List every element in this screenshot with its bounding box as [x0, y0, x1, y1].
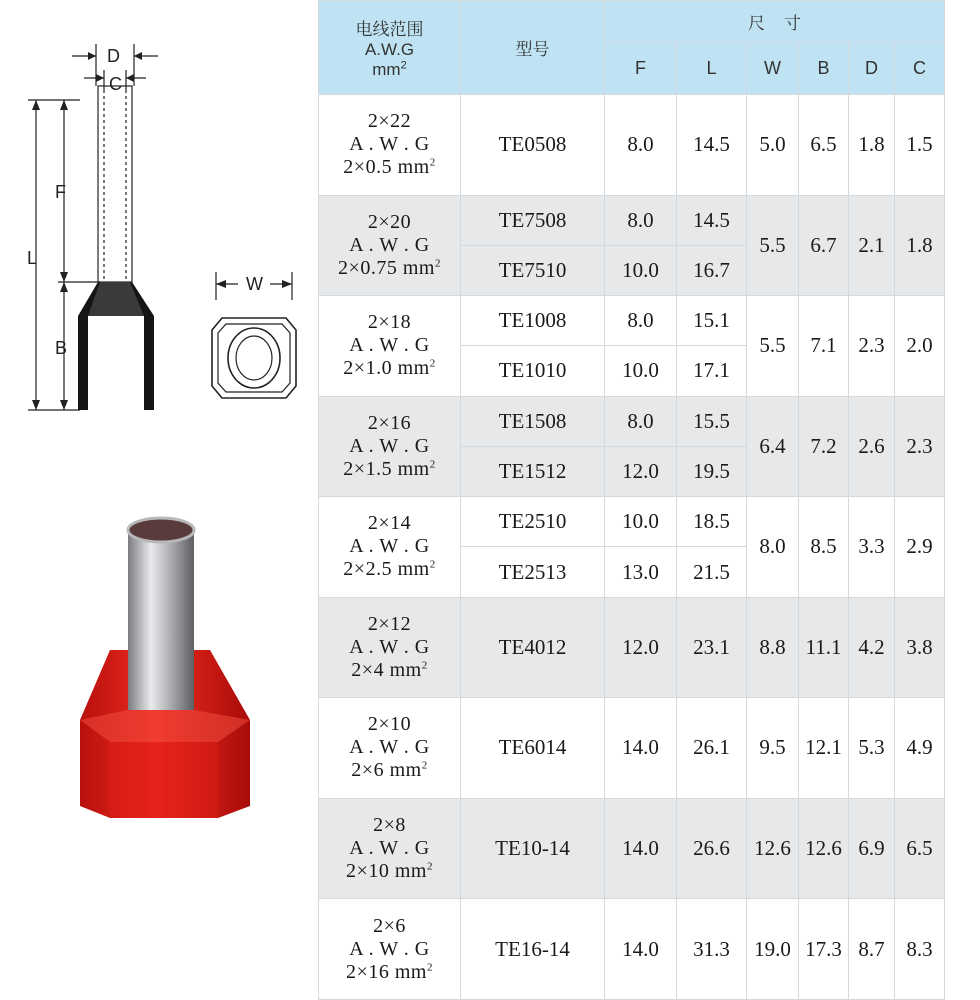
ferrule-spec-table: [318, 0, 945, 1000]
w-cell: 6.4: [747, 396, 799, 497]
awg-size: 2×6: [373, 914, 406, 937]
l-cell: 15.1: [677, 296, 747, 346]
header-dimensions: 尺 寸: [605, 1, 945, 43]
header-wire-range-awg: A.W.G: [364, 40, 415, 59]
w-cell: 5.5: [747, 296, 799, 397]
header-wire-range-cn: 电线范围: [355, 20, 424, 39]
awg-size: 2×22: [367, 110, 412, 133]
l-cell: 14.5: [677, 95, 747, 196]
b-cell: 17.3: [799, 899, 849, 1000]
c-cell: 2.3: [895, 396, 945, 497]
d-cell: 1.8: [849, 95, 895, 196]
table-row: [319, 698, 945, 799]
awg-mm2: 2×1.5 $mm^2$: [343, 457, 436, 480]
f-cell: 12.0: [605, 446, 677, 496]
header-col-f: F: [605, 43, 677, 95]
model-cell: TE4012: [461, 597, 605, 698]
b-cell: 11.1: [799, 597, 849, 698]
f-cell: 13.0: [605, 547, 677, 597]
table-row: [319, 899, 945, 1000]
l-cell: 21.5: [677, 547, 747, 597]
l-cell: 15.5: [677, 396, 747, 446]
table-row: [319, 95, 945, 196]
d-cell: 2.6: [849, 396, 895, 497]
model-cell: TE1010: [461, 346, 605, 396]
f-cell: 10.0: [605, 497, 677, 547]
wire-range-cell: [319, 798, 461, 899]
model-cell: TE7510: [461, 245, 605, 295]
w-cell: 5.5: [747, 195, 799, 296]
l-cell: 14.5: [677, 195, 747, 245]
awg-label: A . W . G: [349, 837, 430, 860]
label-l: L: [27, 248, 38, 268]
f-cell: 10.0: [605, 245, 677, 295]
b-cell: 8.5: [799, 497, 849, 598]
f-cell: 14.0: [605, 899, 677, 1000]
wire-range-cell: [319, 396, 461, 497]
table-row: [319, 798, 945, 899]
awg-size: 2×20: [367, 210, 412, 233]
d-cell: 2.3: [849, 296, 895, 397]
header-wire-range-unit: $mm^2$: [372, 59, 407, 79]
wire-range-cell: [319, 95, 461, 196]
header-wire-range: [319, 1, 461, 95]
f-cell: 10.0: [605, 346, 677, 396]
c-cell: 4.9: [895, 698, 945, 799]
header-col-w: W: [747, 43, 799, 95]
table-row: [319, 497, 945, 547]
awg-label: A . W . G: [349, 233, 430, 256]
spec-table-body: [319, 95, 945, 1000]
l-cell: 31.3: [677, 899, 747, 1000]
awg-size: 2×16: [367, 411, 412, 434]
awg-mm2: 2×1.0 $mm^2$: [343, 357, 436, 380]
d-cell: 2.1: [849, 195, 895, 296]
c-cell: 8.3: [895, 899, 945, 1000]
l-cell: 26.1: [677, 698, 747, 799]
wire-range-cell: [319, 195, 461, 296]
header-col-l: L: [677, 43, 747, 95]
l-cell: 17.1: [677, 346, 747, 396]
awg-label: A . W . G: [349, 133, 430, 156]
c-cell: 1.8: [895, 195, 945, 296]
c-cell: 2.0: [895, 296, 945, 397]
f-cell: 8.0: [605, 396, 677, 446]
w-cell: 19.0: [747, 899, 799, 1000]
model-cell: TE0508: [461, 95, 605, 196]
wire-range-cell: [319, 497, 461, 598]
model-cell: TE16-14: [461, 899, 605, 1000]
awg-label: A . W . G: [349, 434, 430, 457]
wire-range-cell: [319, 597, 461, 698]
awg-size: 2×10: [367, 713, 412, 736]
d-cell: 6.9: [849, 798, 895, 899]
awg-label: A . W . G: [349, 937, 430, 960]
b-cell: 6.7: [799, 195, 849, 296]
l-cell: 18.5: [677, 497, 747, 547]
w-cell: 5.0: [747, 95, 799, 196]
wire-range-cell: [319, 698, 461, 799]
model-cell: TE1008: [461, 296, 605, 346]
wire-range-cell: [319, 899, 461, 1000]
table-row: [319, 195, 945, 245]
model-cell: TE7508: [461, 195, 605, 245]
b-cell: 6.5: [799, 95, 849, 196]
l-cell: 16.7: [677, 245, 747, 295]
l-cell: 23.1: [677, 597, 747, 698]
awg-mm2: 2×4 $mm^2$: [351, 658, 428, 681]
f-cell: 8.0: [605, 195, 677, 245]
model-cell: TE2510: [461, 497, 605, 547]
awg-size: 2×8: [373, 814, 406, 837]
ferrule-dimension-drawing: [0, 0, 310, 1000]
l-cell: 19.5: [677, 446, 747, 496]
model-cell: TE10-14: [461, 798, 605, 899]
awg-label: A . W . G: [349, 736, 430, 759]
header-model: 型号: [461, 1, 605, 95]
label-b: B: [55, 338, 68, 358]
awg-mm2: 2×6 $mm^2$: [351, 759, 428, 782]
d-cell: 3.3: [849, 497, 895, 598]
awg-size: 2×14: [367, 512, 412, 535]
c-cell: 3.8: [895, 597, 945, 698]
w-cell: 8.0: [747, 497, 799, 598]
f-cell: 12.0: [605, 597, 677, 698]
table-row: [319, 597, 945, 698]
b-cell: 12.1: [799, 698, 849, 799]
awg-label: A . W . G: [349, 535, 430, 558]
red-twin-ferrule-photo: [70, 510, 250, 820]
c-cell: 2.9: [895, 497, 945, 598]
label-c: C: [109, 74, 122, 94]
model-cell: TE1512: [461, 446, 605, 496]
f-cell: 8.0: [605, 95, 677, 196]
awg-mm2: 2×0.5 $mm^2$: [343, 156, 436, 179]
model-cell: TE2513: [461, 547, 605, 597]
w-cell: 8.8: [747, 597, 799, 698]
label-w: W: [246, 274, 263, 294]
c-cell: 6.5: [895, 798, 945, 899]
b-cell: 7.1: [799, 296, 849, 397]
f-cell: 8.0: [605, 296, 677, 346]
header-col-d: D: [849, 43, 895, 95]
l-cell: 26.6: [677, 798, 747, 899]
w-cell: 9.5: [747, 698, 799, 799]
w-cell: 12.6: [747, 798, 799, 899]
awg-mm2: 2×0.75 $mm^2$: [338, 256, 441, 279]
awg-mm2: 2×2.5 $mm^2$: [343, 558, 436, 581]
model-cell: TE1508: [461, 396, 605, 446]
c-cell: 1.5: [895, 95, 945, 196]
f-cell: 14.0: [605, 798, 677, 899]
d-cell: 8.7: [849, 899, 895, 1000]
awg-size: 2×18: [367, 311, 412, 334]
model-cell: TE6014: [461, 698, 605, 799]
b-cell: 7.2: [799, 396, 849, 497]
b-cell: 12.6: [799, 798, 849, 899]
d-cell: 4.2: [849, 597, 895, 698]
awg-label: A . W . G: [349, 334, 430, 357]
table-row: [319, 396, 945, 446]
awg-size: 2×12: [367, 612, 412, 635]
awg-mm2: 2×10 $mm^2$: [346, 860, 433, 883]
awg-mm2: 2×16 $mm^2$: [346, 960, 433, 983]
f-cell: 14.0: [605, 698, 677, 799]
wire-range-cell: [319, 296, 461, 397]
label-f: F: [55, 182, 66, 202]
header-col-b: B: [799, 43, 849, 95]
label-d: D: [107, 46, 120, 66]
header-col-c: C: [895, 43, 945, 95]
table-row: [319, 296, 945, 346]
awg-label: A . W . G: [349, 635, 430, 658]
d-cell: 5.3: [849, 698, 895, 799]
